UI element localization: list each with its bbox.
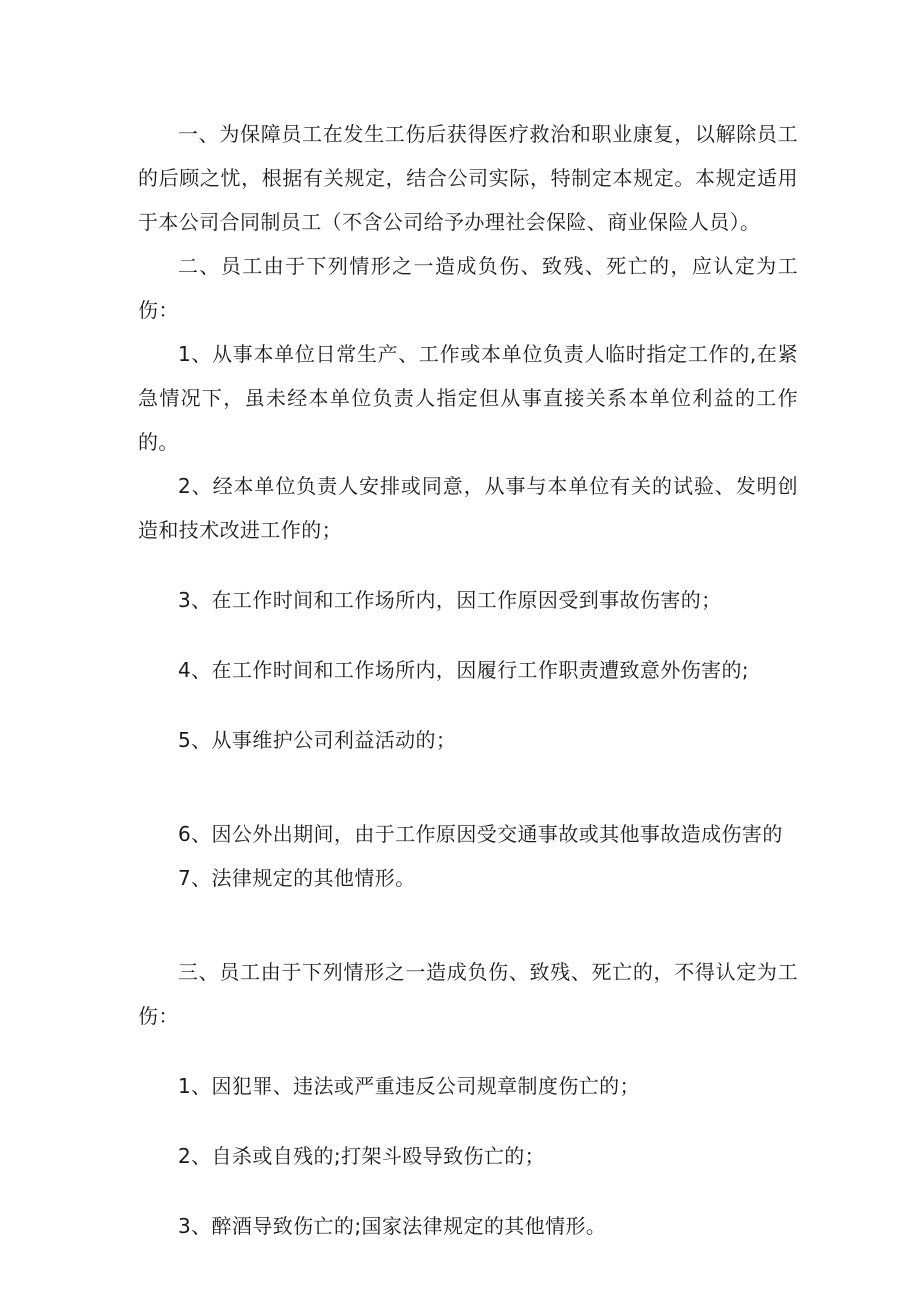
paragraph-item-6: 6、因公外出期间，由于工作原因受交通事故或其他事故造成伤害的: [178, 822, 783, 846]
paragraph-intro: 一、为保障员工在发生工伤后获得医疗救治和职业康复，以解除员工的后顾之忧，根据有关规定，结合公司实际，特制定本规定。本规定适用于本公司合同制员工（不含公司给予办理社会保险、商业保险人员）。: [138, 122, 798, 234]
paragraph-item-2: 2、经本单位负责人安排或同意，从事与本单位有关的试验、发明创造和技术改进工作的；: [138, 474, 798, 542]
document-body: [138, 112, 798, 1248]
paragraph-section-two-heading: 二、员工由于下列情形之一造成负伤、致残、死亡的，应认定为工伤：: [138, 254, 798, 322]
paragraph-item-1: 1、从事本单位日常生产、工作或本单位负责人临时指定工作的,在紧急情况下，虽未经本单位负责人指定但从事直接关系本单位利益的工作的。: [138, 342, 798, 454]
paragraph-exclusion-3: 3、醉酒导致伤亡的;国家法律规定的其他情形。: [178, 1214, 607, 1238]
paragraph-item-7: 7、法律规定的其他情形。: [178, 866, 416, 890]
paragraph-exclusion-1: 1、因犯罪、违法或严重违反公司规章制度伤亡的；: [178, 1074, 640, 1098]
paragraph-exclusion-2: 2、自杀或自残的;打架斗殴导致伤亡的；: [178, 1144, 546, 1168]
paragraph-item-5: 5、从事维护公司利益活动的；: [178, 728, 457, 752]
paragraph-item-3: 3、在工作时间和工作场所内，因工作原因受到事故伤害的；: [178, 588, 722, 612]
paragraph-section-three-heading: 三、员工由于下列情形之一造成负伤、致残、死亡的，不得认定为工伤：: [138, 960, 798, 1028]
paragraph-item-4: 4、在工作时间和工作场所内，因履行工作职责遭致意外伤害的;: [178, 658, 750, 682]
